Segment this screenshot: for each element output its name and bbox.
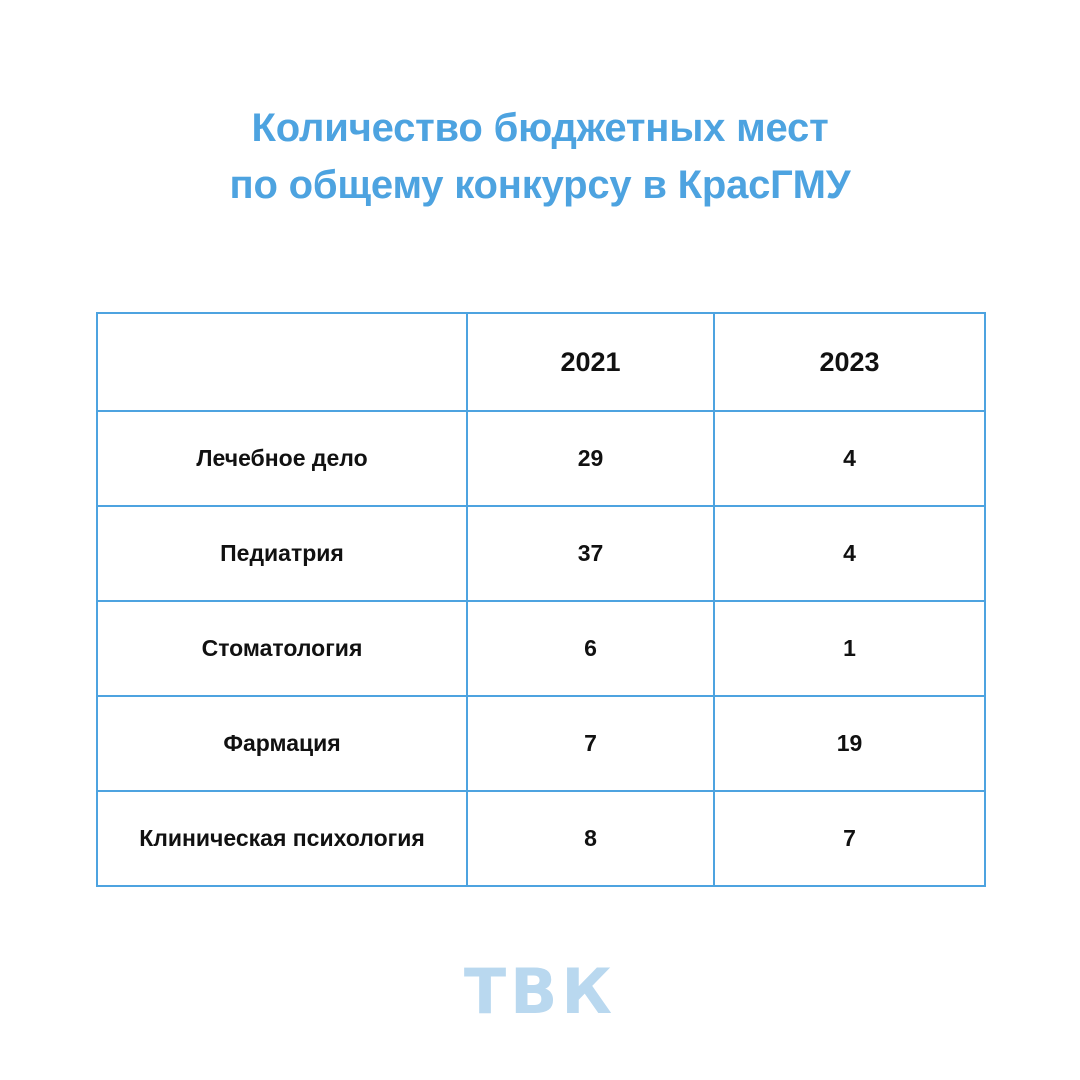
cell-2021-stomatologiya: 6: [467, 601, 714, 696]
table-row: [97, 506, 985, 601]
table-row: [97, 791, 985, 886]
row-label-lechebnoe-delo: Лечебное дело: [97, 411, 467, 506]
table-row: [97, 601, 985, 696]
page-title-line-2: по общему конкурсу в КрасГМУ: [229, 162, 851, 207]
row-label-farmatsiya: Фармация: [97, 696, 467, 791]
row-label-klinicheskaya-psihologiya: Клиническая психология: [97, 791, 467, 886]
page-title-line-1: Количество бюджетных мест: [251, 106, 829, 150]
table-header: [97, 313, 985, 411]
column-header-2023: 2023: [714, 313, 985, 411]
cell-2021-pediatriya: 37: [467, 506, 714, 601]
column-header-2021: 2021: [467, 313, 714, 411]
cell-2021-klinicheskaya-psihologiya: 8: [467, 791, 714, 886]
table-row: [97, 411, 985, 506]
cell-2021-lechebnoe-delo: 29: [467, 411, 714, 506]
cell-2023-farmatsiya: 19: [714, 696, 985, 791]
table-body: [97, 411, 985, 886]
cell-2021-farmatsiya: 7: [467, 696, 714, 791]
column-header-category: [97, 313, 467, 411]
table-header-row: [97, 313, 985, 411]
tvk-logo: ТВК: [463, 955, 617, 1028]
cell-2023-klinicheskaya-psihologiya: 7: [714, 791, 985, 886]
budget-places-table: [96, 312, 986, 887]
cell-2023-pediatriya: 4: [714, 506, 985, 601]
cell-2023-lechebnoe-delo: 4: [714, 411, 985, 506]
row-label-stomatologiya: Стоматология: [97, 601, 467, 696]
cell-2023-stomatologiya: 1: [714, 601, 985, 696]
row-label-pediatriya: Педиатрия: [97, 506, 467, 601]
page-title: [0, 100, 1080, 214]
table-row: [97, 696, 985, 791]
budget-places-table-container: [96, 312, 984, 887]
